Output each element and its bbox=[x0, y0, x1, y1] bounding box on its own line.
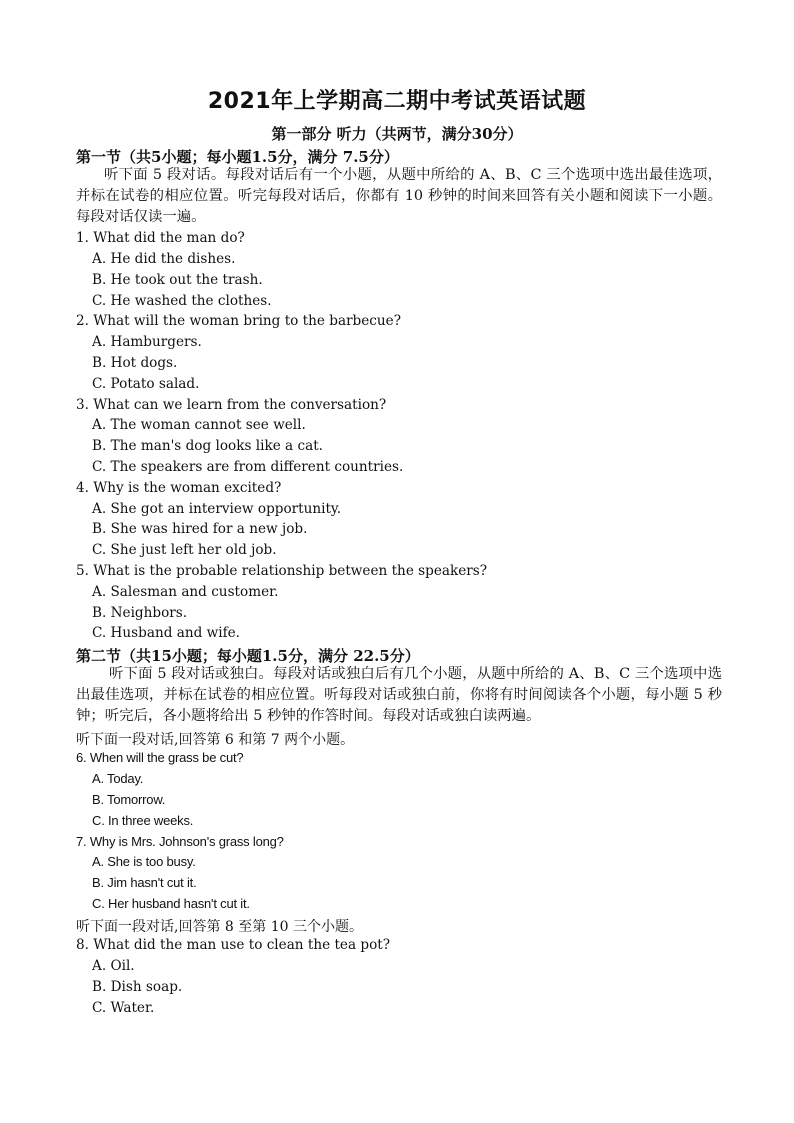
question-5-option-a: A. Salesman and customer. bbox=[92, 584, 279, 600]
question-3: 3. What can we learn from the conversation? bbox=[76, 397, 387, 413]
question-4-option-a: A. She got an interview opportunity. bbox=[92, 501, 342, 517]
question-2-option-c: C. Potato salad. bbox=[92, 376, 200, 392]
question-3-option-c: C. The speakers are from different countries. bbox=[92, 459, 404, 475]
question-3-option-a: A. The woman cannot see well. bbox=[92, 417, 306, 433]
question-1-option-c: C. He washed the clothes. bbox=[92, 293, 272, 309]
question-7-option-b: B. Jim hasn't cut it. bbox=[92, 875, 197, 890]
question-8-option-a: A. Oil. bbox=[92, 958, 135, 974]
question-2-option-a: A. Hamburgers. bbox=[92, 334, 202, 350]
question-5-option-b: B. Neighbors. bbox=[92, 605, 188, 621]
question-4-option-b: B. She was hired for a new job. bbox=[92, 521, 308, 537]
question-5: 5. What is the probable relationship between the speakers? bbox=[76, 563, 488, 579]
question-8-option-b: B. Dish soap. bbox=[92, 979, 183, 995]
question-1-option-a: A. He did the dishes. bbox=[92, 251, 236, 267]
section1-heading: 第一节（共5小题；每小题1.5分，满分 7.5分） bbox=[76, 148, 399, 166]
question-7-option-c: C. Her husband hasn't cut it. bbox=[92, 896, 250, 911]
question-6: 6. When will the grass be cut? bbox=[76, 750, 244, 765]
listening-note-8-10: 听下面一段对话,回答第 8 至第 10 三个小题。 bbox=[76, 919, 363, 935]
question-8-option-c: C. Water. bbox=[92, 1000, 155, 1016]
question-4-option-c: C. She just left her old job. bbox=[92, 542, 277, 558]
question-4: 4. Why is the woman excited? bbox=[76, 480, 282, 496]
listening-note-6-7: 听下面一段对话,回答第 6 和第 7 两个小题。 bbox=[76, 732, 355, 748]
question-8: 8. What did the man use to clean the tea pot? bbox=[76, 937, 391, 953]
question-6-option-a: A. Today. bbox=[92, 771, 144, 786]
section2-instructions: 听下面 5 段对话或独白。每段对话或独白后有几个小题，从题中所给的 A、B、C 三个选项中选出最佳选项，并标在试卷的相应位置。听每段对话或独白前，你将有时间阅读各个小题，每小题 5 秒钟；听完后，各小题将给出 5 秒钟的作答时间。每段对话或独白读两遍。 bbox=[76, 666, 722, 724]
question-2: 2. What will the woman bring to the barbecue? bbox=[76, 313, 402, 329]
question-6-option-b: B. Tomorrow. bbox=[92, 792, 166, 807]
question-3-option-b: B. The man's dog looks like a cat. bbox=[92, 438, 323, 454]
question-7-option-a: A. She is too busy. bbox=[92, 854, 196, 869]
question-5-option-c: C. Husband and wife. bbox=[92, 625, 240, 641]
part-heading: 第一部分 听力（共两节，满分30分） bbox=[271, 125, 523, 143]
question-1: 1. What did the man do? bbox=[76, 230, 245, 246]
section1-instructions: 听下面 5 段对话。每段对话后有一个小题，从题中所给的 A、B、C 三个选项中选出最佳选项，并标在试卷的相应位置。听完每段对话后，你都有 10 秒钟的时间来回答有关小题和阅读下一小题。每段对话仅读一遍。 bbox=[76, 167, 722, 225]
section2-heading: 第二节（共15小题；每小题1.5分，满分 22.5分） bbox=[76, 647, 420, 665]
exam-title: 2021年上学期高二期中考试英语试题 bbox=[207, 89, 587, 114]
question-7: 7. Why is Mrs. Johnson's grass long? bbox=[76, 834, 284, 849]
question-1-option-b: B. He took out the trash. bbox=[92, 272, 263, 288]
question-2-option-b: B. Hot dogs. bbox=[92, 355, 178, 371]
question-6-option-c: C. In three weeks. bbox=[92, 813, 194, 828]
